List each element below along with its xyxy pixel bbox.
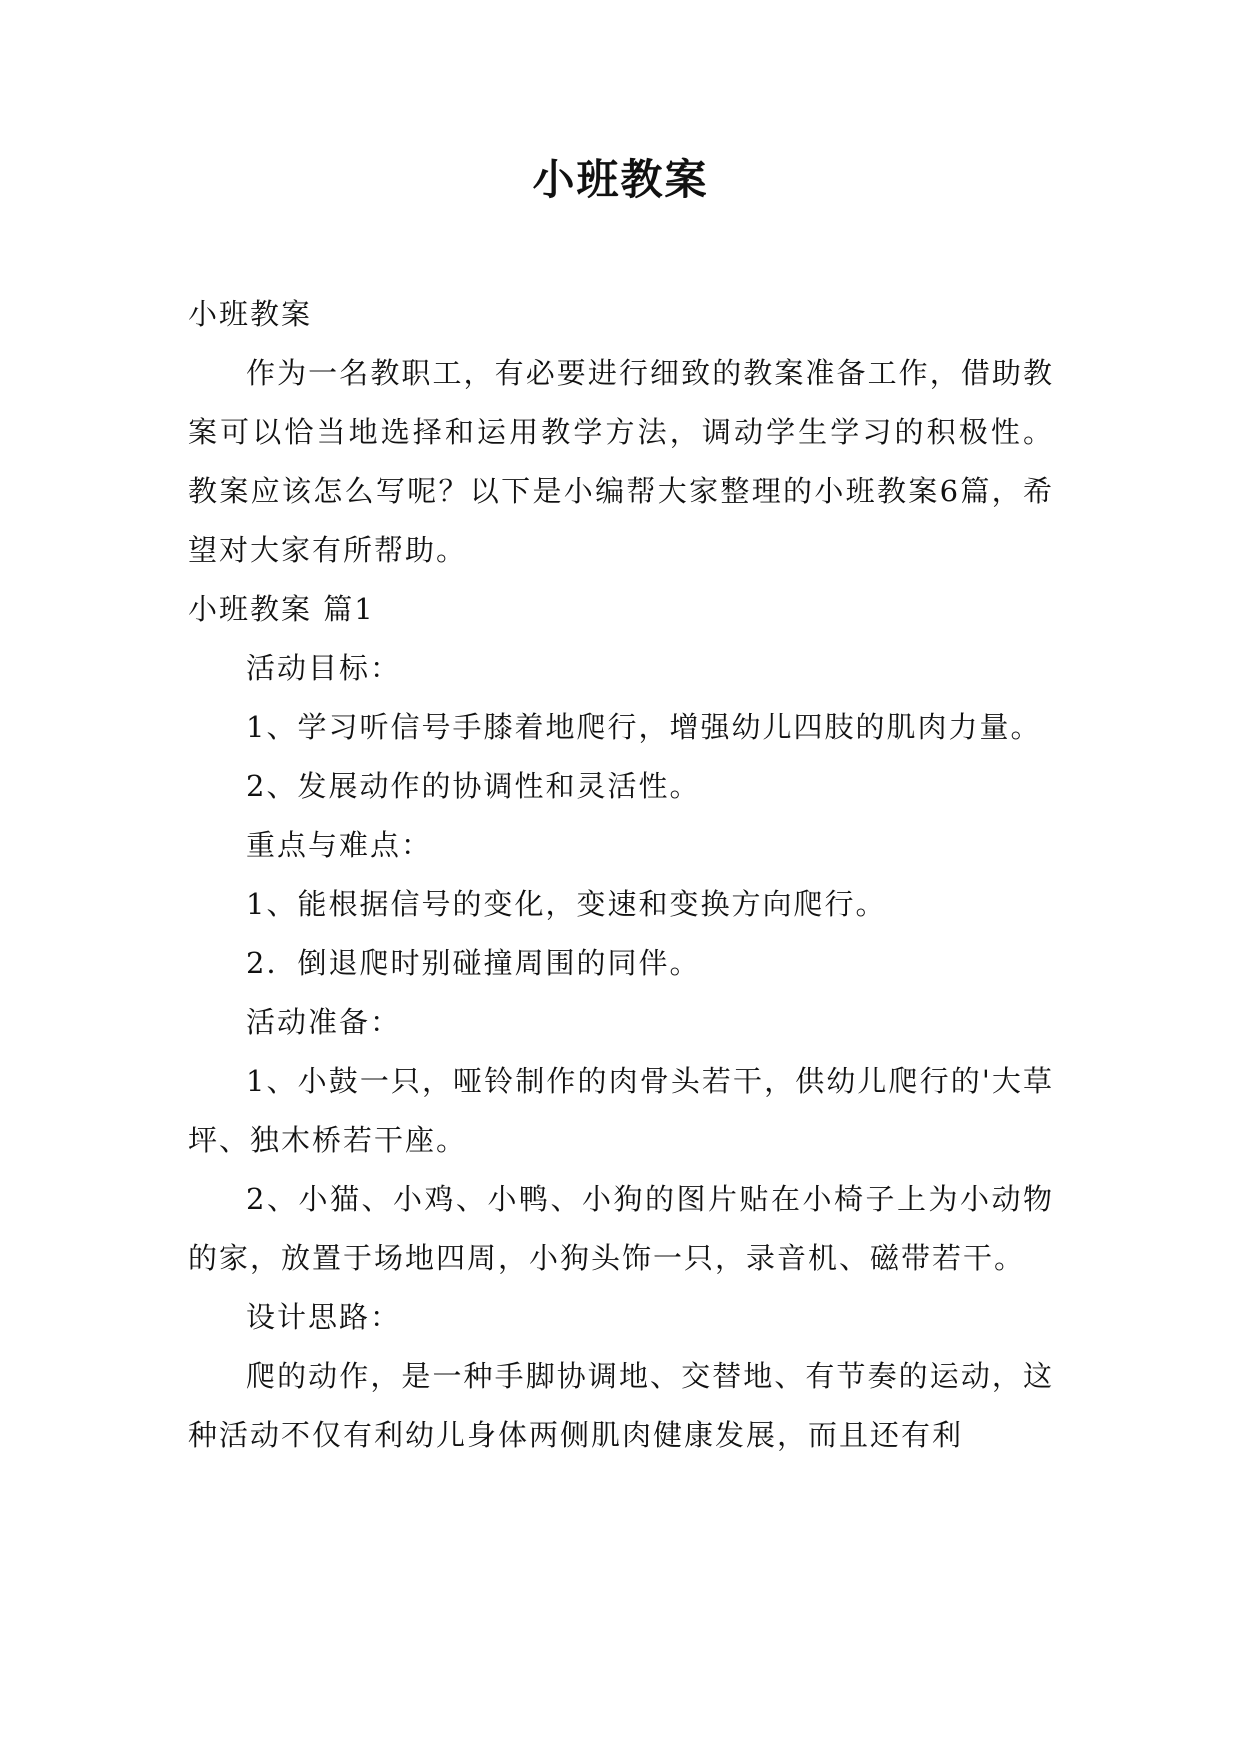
paragraph: 1、学习听信号手膝着地爬行，增强幼儿四肢的肌肉力量。 — [246, 710, 1042, 744]
paragraph: 2．倒退爬时别碰撞周围的同伴。 — [246, 946, 701, 980]
section-heading: 小班教案 篇1 — [188, 592, 375, 626]
paragraph: 小班教案 — [188, 297, 313, 331]
paragraph: 重点与难点： — [246, 828, 433, 862]
paragraph: 爬的动作，是一种手脚协调地、交替地、有节奏的运动，这种活动不仅有利幼儿身体两侧肌肉健康发展，而且还有利 — [188, 1359, 1054, 1452]
paragraph: 2、小猫、小鸡、小鸭、小狗的图片贴在小椅子上为小动物的家，放置于场地四周，小狗头饰一只，录音机、磁带若干。 — [188, 1182, 1054, 1275]
document-body — [188, 285, 1054, 1465]
paragraph: 活动准备： — [246, 1005, 402, 1039]
paragraph: 1、能根据信号的变化，变速和变换方向爬行。 — [246, 887, 887, 921]
paragraph: 1、小鼓一只，哑铃制作的肉骨头若干，供幼儿爬行的'大草坪、独木桥若干座。 — [188, 1064, 1054, 1157]
paragraph: 设计思路： — [246, 1300, 402, 1334]
paragraph: 2、发展动作的协调性和灵活性。 — [246, 769, 701, 803]
paragraph: 作为一名教职工，有必要进行细致的教案准备工作，借助教案可以恰当地选择和运用教学方法，调动学生学习的积极性。教案应该怎么写呢？以下是小编帮大家整理的小班教案6篇，希望对大家有所帮助。 — [188, 356, 1054, 567]
paragraph: 活动目标： — [246, 651, 402, 685]
page-title: 小班教案 — [532, 155, 709, 204]
